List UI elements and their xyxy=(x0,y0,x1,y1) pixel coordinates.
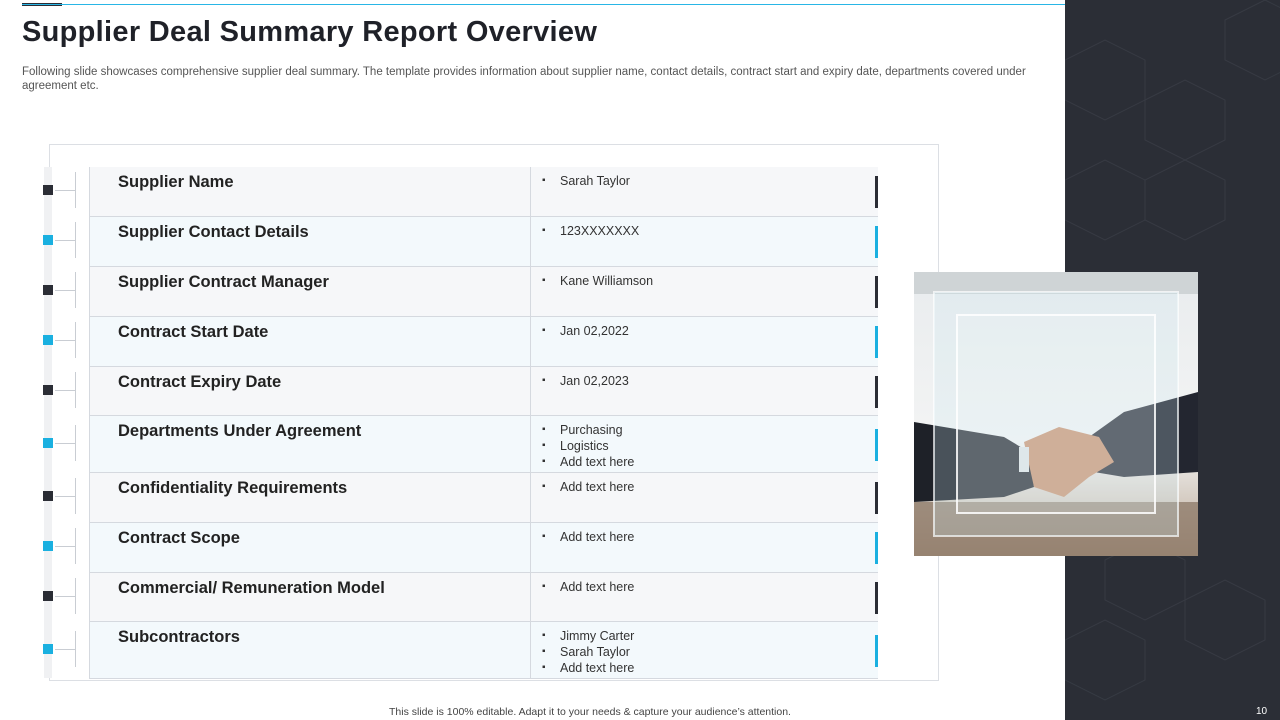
timeline-connector-vertical xyxy=(75,272,76,308)
timeline-connector xyxy=(55,496,75,497)
row-values xyxy=(542,373,629,389)
row-label: Supplier Name xyxy=(118,173,234,191)
row-label-cell xyxy=(89,523,531,572)
row-value: ▪ Jan 02,2023 xyxy=(542,373,629,389)
table-row xyxy=(89,367,878,416)
page-title: Supplier Deal Summary Report Overview xyxy=(22,16,598,48)
row-label-cell xyxy=(89,267,531,316)
handshake-photo xyxy=(914,272,1198,556)
timeline-connector-vertical xyxy=(75,222,76,258)
table-row xyxy=(89,416,878,473)
timeline-connector-vertical xyxy=(75,372,76,408)
row-label-cell xyxy=(89,573,531,621)
timeline-connector xyxy=(55,546,75,547)
row-label: Contract Scope xyxy=(118,529,240,547)
row-label: Subcontractors xyxy=(118,628,240,646)
row-accent-bar xyxy=(875,482,878,514)
table-row xyxy=(89,317,878,367)
table-row xyxy=(89,167,878,217)
timeline-connector-vertical xyxy=(75,322,76,358)
timeline-connector-vertical xyxy=(75,478,76,514)
row-label-cell xyxy=(89,317,531,366)
timeline-connector-vertical xyxy=(75,528,76,564)
row-accent-bar xyxy=(875,532,878,564)
timeline-marker xyxy=(43,285,53,295)
row-label: Contract Start Date xyxy=(118,323,269,341)
row-accent-bar xyxy=(875,326,878,358)
row-label-cell xyxy=(89,217,531,266)
row-value: ▪ Purchasing xyxy=(542,422,634,438)
row-label: Supplier Contract Manager xyxy=(118,273,329,291)
row-value: ▪ Logistics xyxy=(542,438,634,454)
row-label-cell xyxy=(89,416,531,472)
row-label: Departments Under Agreement xyxy=(118,422,362,440)
row-values xyxy=(542,529,634,545)
row-value: ▪ Sarah Taylor xyxy=(542,644,634,660)
row-accent-bar xyxy=(875,582,878,614)
table-row xyxy=(89,473,878,523)
row-value: ▪ Add text here xyxy=(542,579,634,595)
timeline-connector xyxy=(55,596,75,597)
row-accent-bar xyxy=(875,276,878,308)
timeline-connector xyxy=(55,649,75,650)
timeline-connector xyxy=(55,443,75,444)
footer-note: This slide is 100% editable. Adapt it to your needs & capture your audience’s attention. xyxy=(389,706,791,718)
row-values xyxy=(542,173,630,189)
row-accent-bar xyxy=(875,176,878,208)
timeline-connector-vertical xyxy=(75,425,76,461)
row-value: ▪ Jimmy Carter xyxy=(542,628,634,644)
timeline-connector-vertical xyxy=(75,172,76,208)
row-value: ▪ Kane Williamson xyxy=(542,273,653,289)
row-label: Confidentiality Requirements xyxy=(118,479,348,497)
row-label: Supplier Contact Details xyxy=(118,223,309,241)
timeline-marker xyxy=(43,491,53,501)
row-values xyxy=(542,223,639,239)
row-label: Commercial/ Remuneration Model xyxy=(118,579,385,597)
table-row xyxy=(89,217,878,267)
row-values xyxy=(542,628,634,676)
row-value: ▪ Add text here xyxy=(542,479,634,495)
top-divider-line xyxy=(22,4,1065,5)
timeline-marker xyxy=(43,185,53,195)
timeline-marker xyxy=(43,385,53,395)
timeline-marker xyxy=(43,541,53,551)
timeline-marker xyxy=(43,438,53,448)
timeline-marker xyxy=(43,335,53,345)
table-row xyxy=(89,267,878,317)
row-accent-bar xyxy=(875,226,878,258)
row-label-cell xyxy=(89,622,531,678)
row-label: Contract Expiry Date xyxy=(118,373,282,391)
timeline-connector xyxy=(55,190,75,191)
table-row xyxy=(89,622,878,679)
row-values xyxy=(542,273,653,289)
row-value: ▪ Jan 02,2022 xyxy=(542,323,629,339)
timeline-connector xyxy=(55,390,75,391)
timeline-connector-vertical xyxy=(75,578,76,614)
timeline-marker xyxy=(43,591,53,601)
row-value: ▪ 123XXXXXXX xyxy=(542,223,639,239)
row-accent-bar xyxy=(875,376,878,408)
row-value: ▪ Sarah Taylor xyxy=(542,173,630,189)
row-value: ▪ Add text here xyxy=(542,454,634,470)
timeline-marker xyxy=(43,235,53,245)
row-value: ▪ Add text here xyxy=(542,660,634,676)
timeline-marker xyxy=(43,644,53,654)
row-values xyxy=(542,579,634,595)
timeline-connector xyxy=(55,240,75,241)
row-label-cell xyxy=(89,167,531,216)
row-accent-bar xyxy=(875,635,878,667)
page-number: 10 xyxy=(1256,706,1268,717)
table-row xyxy=(89,523,878,573)
row-accent-bar xyxy=(875,429,878,461)
table-row xyxy=(89,573,878,622)
timeline-connector-vertical xyxy=(75,631,76,667)
row-value: ▪ Add text here xyxy=(542,529,634,545)
row-values xyxy=(542,422,634,470)
row-label-cell xyxy=(89,367,531,415)
page-subtitle: Following slide showcases comprehensive supplier deal summary. The template provides information about supplier name, contact details, contract start and expiry date, departments covered under agreement etc. xyxy=(22,66,1026,92)
timeline-connector xyxy=(55,340,75,341)
row-values xyxy=(542,323,629,339)
timeline-connector xyxy=(55,290,75,291)
row-values xyxy=(542,479,634,495)
row-label-cell xyxy=(89,473,531,522)
